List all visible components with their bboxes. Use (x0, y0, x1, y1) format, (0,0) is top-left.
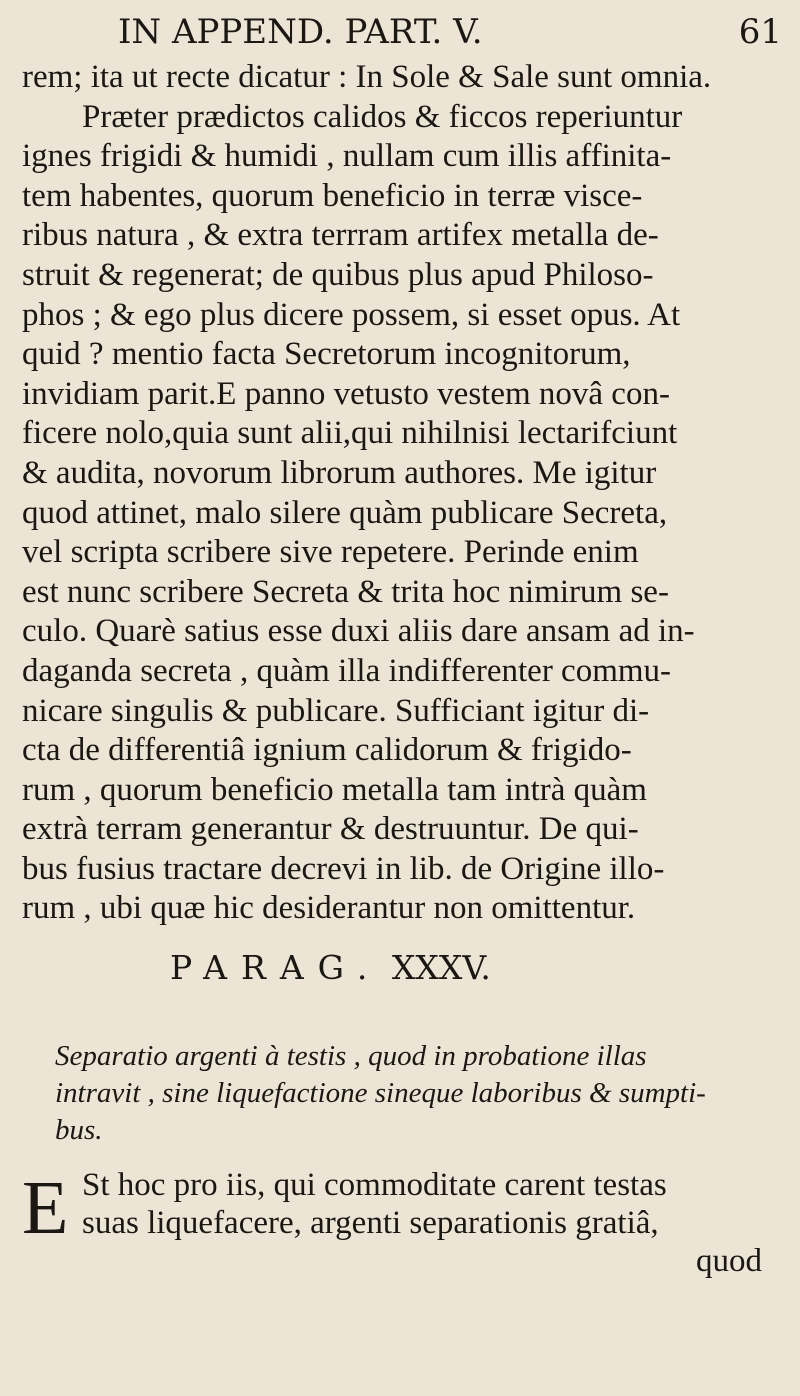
section-heading (170, 948, 630, 988)
text-line: vel scripta scribere sive repetere. Perinde enim (22, 534, 639, 571)
summary-line: bus. (55, 1114, 103, 1146)
text-line: phos ; & ego plus dicere possem, si esset opus. At (22, 296, 681, 333)
summary-line: Separatio argenti à testis , quod in probatione illas (55, 1040, 647, 1072)
text-line: rum , ubi quæ hic desiderantur non omittentur. (22, 890, 636, 927)
page-header (118, 12, 782, 52)
text-line: quid ? mentio facta Secretorum incognitorum, (22, 336, 631, 373)
running-title: IN APPEND. PART. V. (118, 12, 483, 52)
section-label: PARAG. (170, 948, 382, 987)
text-line: ignes frigidi & humidi , nullam cum illis affinita- (22, 138, 672, 175)
text-line: rum , quorum beneficio metalla tam intrà quàm (22, 771, 647, 808)
text-line: ribus natura , & extra terrram artifex metalla de- (22, 217, 659, 254)
text-line: cta de differentiâ ignium calidorum & frigido- (22, 732, 632, 769)
main-text (22, 58, 780, 929)
section-summary (55, 1038, 765, 1149)
summary-line: intravit , sine liquefactione sineque laboribus & sumpti- (55, 1077, 706, 1109)
text-line: culo. Quarè satius esse duxi aliis dare ansam ad in- (22, 613, 695, 650)
page-number: 61 (738, 12, 782, 52)
text-line: nicare singulis & publicare. Sufficiant igitur di- (22, 692, 650, 729)
text-line: St hoc pro iis, qui commoditate carent testas (82, 1167, 667, 1203)
text-line: invidiam parit.E panno vetusto vestem novâ con- (22, 375, 670, 412)
catchword: quod (696, 1243, 762, 1279)
text-line: struit & regenerat; de quibus plus apud Philoso- (22, 256, 654, 293)
text-line: daganda secreta , quàm illa indifferenter commu- (22, 652, 672, 689)
text-line: quod attinet, malo silere quàm publicare Secreta, (22, 494, 668, 531)
text-line: rem; ita ut recte dicatur : In Sole & Sale sunt omnia. (22, 59, 712, 95)
section-number: XXXV. (391, 948, 491, 987)
text-line: & audita, novorum librorum authores. Me igitur (22, 454, 657, 491)
text-line: est nunc scribere Secreta & trita hoc nimirum se- (22, 573, 669, 610)
drop-cap: E (22, 1166, 69, 1250)
text-line: suas liquefacere, argenti separationis gratiâ, (82, 1205, 659, 1241)
text-line: ficere nolo,quia sunt alii,qui nihilnisi lectarifciunt (22, 415, 678, 452)
text-line: bus fusius tractare decrevi in lib. de Origine illo- (22, 850, 665, 887)
paragraph-text (22, 1166, 780, 1280)
text-line: Præter prædictos calidos & ficcos reperiuntur (82, 98, 683, 135)
text-line: tem habentes, quorum beneficio in terræ visce- (22, 177, 643, 214)
text-line: extrà terram generantur & destruuntur. De qui- (22, 811, 639, 848)
